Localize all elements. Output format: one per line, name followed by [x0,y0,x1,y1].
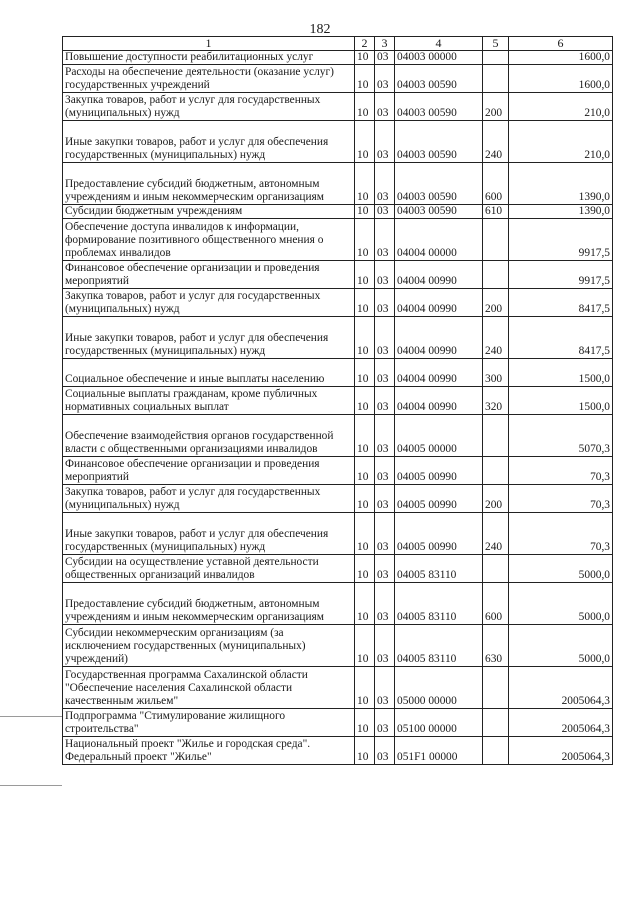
code-cell: 05100 00000 [395,709,483,737]
code-cell: 10 [355,51,375,65]
code-cell: 04003 00590 [395,121,483,163]
code-cell: 320 [483,387,509,415]
row-name-cell: Расходы на обеспечение деятельности (оказание услуг) государственных учреждений [63,65,355,93]
code-cell: 03 [375,163,395,205]
code-cell: 03 [375,219,395,261]
code-cell: 03 [375,737,395,765]
table-row [63,667,613,709]
code-cell: 300 [483,359,509,387]
row-name-cell: Обеспечение взаимодействия органов государственной власти с общественными организациями инвалидов [63,415,355,457]
table-row [63,387,613,415]
amount-cell: 5000,0 [509,583,613,625]
code-cell: 04004 00990 [395,387,483,415]
row-name-cell: Финансовое обеспечение организации и проведения мероприятий [63,457,355,485]
table-row [63,485,613,513]
table-row [63,163,613,205]
code-cell: 10 [355,709,375,737]
row-name-cell: Субсидии бюджетным учреждениям [63,205,355,219]
amount-cell: 9917,5 [509,219,613,261]
amount-cell: 210,0 [509,93,613,121]
row-name-cell: Обеспечение доступа инвалидов к информации, формирование позитивного общественного мнения о проблемах инвалидов [63,219,355,261]
code-cell: 10 [355,93,375,121]
code-cell: 10 [355,457,375,485]
code-cell: 03 [375,387,395,415]
amount-cell: 210,0 [509,121,613,163]
code-cell: 200 [483,485,509,513]
code-cell: 051F1 00000 [395,737,483,765]
column-header: 6 [509,37,613,51]
amount-cell: 5000,0 [509,625,613,667]
code-cell: 630 [483,625,509,667]
code-cell: 610 [483,205,509,219]
code-cell: 04005 83110 [395,583,483,625]
row-name-cell: Субсидии на осуществление уставной деятельности общественных организаций инвалидов [63,555,355,583]
budget-table [62,36,613,765]
code-cell: 240 [483,121,509,163]
code-cell: 10 [355,65,375,93]
table-row [63,121,613,163]
code-cell: 03 [375,289,395,317]
code-cell: 04003 00590 [395,65,483,93]
row-name-cell: Иные закупки товаров, работ и услуг для обеспечения государственных (муниципальных) нужд [63,513,355,555]
code-cell: 03 [375,457,395,485]
column-header: 4 [395,37,483,51]
table-row [63,51,613,65]
table-row [63,555,613,583]
code-cell: 04005 00990 [395,457,483,485]
amount-cell: 2005064,3 [509,709,613,737]
row-name-cell: Социальные выплаты гражданам, кроме публичных нормативных социальных выплат [63,387,355,415]
amount-cell: 1500,0 [509,359,613,387]
code-cell [483,709,509,737]
code-cell: 04003 00590 [395,205,483,219]
code-cell: 10 [355,513,375,555]
code-cell [483,457,509,485]
code-cell: 10 [355,415,375,457]
code-cell: 10 [355,359,375,387]
code-cell: 03 [375,625,395,667]
row-name-cell: Закупка товаров, работ и услуг для государственных (муниципальных) нужд [63,289,355,317]
code-cell: 03 [375,485,395,513]
amount-cell: 1390,0 [509,163,613,205]
row-name-cell: Иные закупки товаров, работ и услуг для обеспечения государственных (муниципальных) нужд [63,121,355,163]
amount-cell: 1500,0 [509,387,613,415]
code-cell: 04004 00990 [395,359,483,387]
table-body [63,51,613,765]
page-number: 182 [309,22,331,37]
table-row [63,261,613,289]
amount-cell: 5070,3 [509,415,613,457]
code-cell: 10 [355,317,375,359]
amount-cell: 1600,0 [509,51,613,65]
code-cell: 10 [355,555,375,583]
table-row [63,93,613,121]
table-row [63,513,613,555]
table-row [63,625,613,667]
row-name-cell: Субсидии некоммерческим организациям (за исключением государственных (муниципальных) учреждений) [63,625,355,667]
table-row [63,289,613,317]
row-name-cell: Государственная программа Сахалинской области "Обеспечение населения Сахалинской области качественным жильем" [63,667,355,709]
amount-cell: 9917,5 [509,261,613,289]
amount-cell: 70,3 [509,513,613,555]
table-row [63,219,613,261]
code-cell [483,261,509,289]
code-cell: 10 [355,485,375,513]
code-cell: 10 [355,219,375,261]
amount-cell: 70,3 [509,485,613,513]
table-row [63,205,613,219]
code-cell: 04004 00990 [395,289,483,317]
code-cell: 240 [483,513,509,555]
table-row [63,737,613,765]
code-cell: 04004 00990 [395,261,483,289]
amount-cell: 1390,0 [509,205,613,219]
table-row [63,457,613,485]
code-cell: 03 [375,317,395,359]
amount-cell: 70,3 [509,457,613,485]
code-cell: 200 [483,289,509,317]
code-cell: 10 [355,737,375,765]
code-cell: 03 [375,93,395,121]
code-cell: 03 [375,65,395,93]
code-cell: 04005 00990 [395,513,483,555]
table-row [63,415,613,457]
amount-cell: 5000,0 [509,555,613,583]
code-cell [483,737,509,765]
code-cell: 03 [375,513,395,555]
amount-cell: 8417,5 [509,289,613,317]
code-cell: 600 [483,583,509,625]
code-cell: 05000 00000 [395,667,483,709]
code-cell: 600 [483,163,509,205]
code-cell: 10 [355,583,375,625]
row-name-cell: Социальное обеспечение и иные выплаты населению [63,359,355,387]
code-cell [483,219,509,261]
code-cell: 04003 00000 [395,51,483,65]
code-cell: 03 [375,667,395,709]
code-cell: 03 [375,359,395,387]
code-cell: 10 [355,205,375,219]
amount-cell: 8417,5 [509,317,613,359]
table-row [63,317,613,359]
code-cell: 04003 00590 [395,93,483,121]
code-cell: 03 [375,51,395,65]
row-name-cell: Национальный проект "Жилье и городская среда". Федеральный проект "Жилье" [63,737,355,765]
table-row [63,65,613,93]
code-cell: 04005 83110 [395,625,483,667]
column-header: 1 [63,37,355,51]
code-cell: 04005 00000 [395,415,483,457]
code-cell [483,415,509,457]
code-cell: 04005 00990 [395,485,483,513]
amount-cell: 2005064,3 [509,737,613,765]
code-cell: 03 [375,709,395,737]
row-name-cell: Подпрограмма "Стимулирование жилищного строительства" [63,709,355,737]
code-cell: 03 [375,205,395,219]
code-cell: 10 [355,121,375,163]
scan-artifact-line [0,716,62,717]
amount-cell: 2005064,3 [509,667,613,709]
code-cell: 03 [375,555,395,583]
table-row [63,709,613,737]
row-name-cell: Иные закупки товаров, работ и услуг для обеспечения государственных (муниципальных) нужд [63,317,355,359]
code-cell: 10 [355,625,375,667]
code-cell: 03 [375,583,395,625]
code-cell: 04004 00990 [395,317,483,359]
column-header: 5 [483,37,509,51]
code-cell: 04003 00590 [395,163,483,205]
amount-cell: 1600,0 [509,65,613,93]
code-cell [483,65,509,93]
code-cell: 200 [483,93,509,121]
code-cell [483,555,509,583]
code-cell: 10 [355,261,375,289]
column-header: 3 [375,37,395,51]
row-name-cell: Предоставление субсидий бюджетным, автономным учреждениям и иным некоммерческим организациям [63,583,355,625]
code-cell: 10 [355,163,375,205]
column-header: 2 [355,37,375,51]
code-cell: 03 [375,261,395,289]
code-cell: 10 [355,289,375,317]
row-name-cell: Предоставление субсидий бюджетным, автономным учреждениям и иным некоммерческим организациям [63,163,355,205]
code-cell: 10 [355,387,375,415]
row-name-cell: Повышение доступности реабилитационных услуг [63,51,355,65]
code-cell: 04004 00000 [395,219,483,261]
scan-artifact-line [0,785,62,786]
row-name-cell: Закупка товаров, работ и услуг для государственных (муниципальных) нужд [63,485,355,513]
table-row [63,583,613,625]
code-cell: 03 [375,121,395,163]
code-cell: 10 [355,667,375,709]
row-name-cell: Финансовое обеспечение организации и проведения мероприятий [63,261,355,289]
code-cell: 04005 83110 [395,555,483,583]
table-row [63,359,613,387]
table-header-row [63,37,613,51]
row-name-cell: Закупка товаров, работ и услуг для государственных (муниципальных) нужд [63,93,355,121]
code-cell [483,667,509,709]
code-cell: 03 [375,415,395,457]
code-cell [483,51,509,65]
code-cell: 240 [483,317,509,359]
